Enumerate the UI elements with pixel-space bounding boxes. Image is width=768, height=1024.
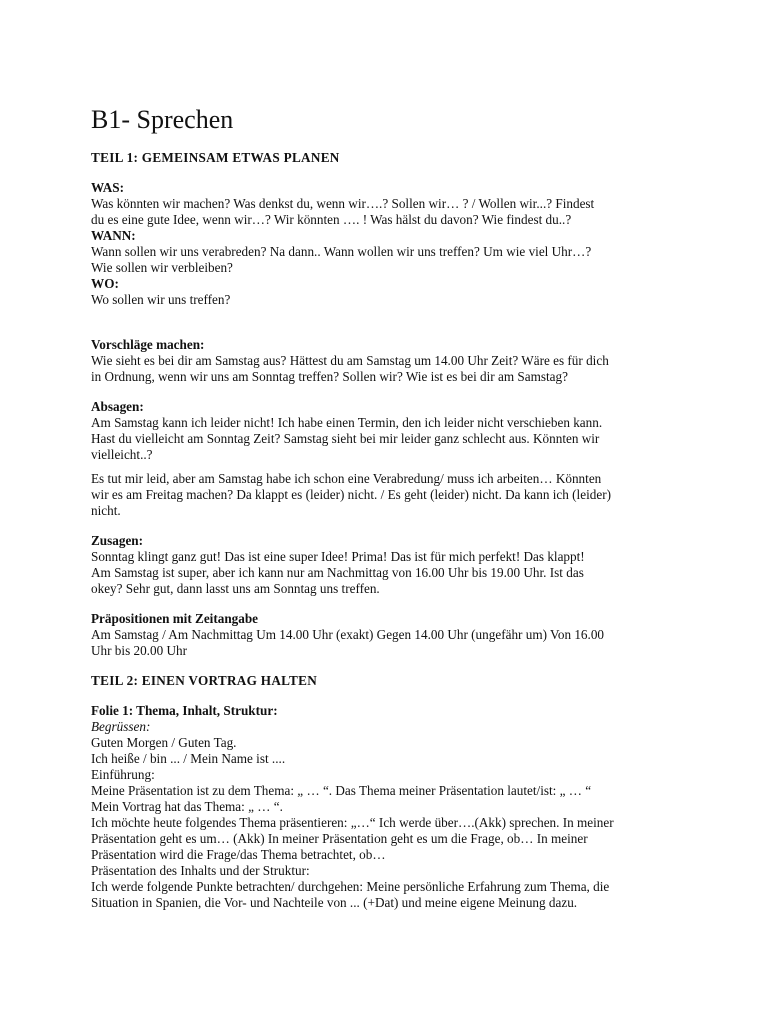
text-line: Präsentation des Inhalts und der Struktur: bbox=[91, 863, 310, 878]
text-line: du es eine gute Idee, wenn wir…? Wir könnten …. ! Was hälst du davon? Wie findest du..? bbox=[91, 212, 572, 227]
praepositionen-label: Präpositionen mit Zeitangabe bbox=[91, 611, 259, 626]
wo-label: WO: bbox=[91, 276, 119, 291]
section-heading-teil2: TEIL 2: EINEN VORTRAG HALTEN bbox=[91, 673, 318, 688]
was-block bbox=[91, 180, 691, 228]
text-line: Ich heiße / bin ... / Mein Name ist .... bbox=[91, 751, 286, 766]
wann-block bbox=[91, 228, 691, 276]
text-line: Einführung: bbox=[91, 767, 155, 782]
text-line: Wo sollen wir uns treffen? bbox=[91, 292, 231, 307]
folie1-block bbox=[91, 703, 691, 911]
vorschlaege-label: Vorschläge machen: bbox=[91, 337, 205, 352]
text-line: Sonntag klingt ganz gut! Das ist eine super Idee! Prima! Das ist für mich perfekt! Das klappt! bbox=[91, 549, 585, 564]
text-line: Am Samstag / Am Nachmittag Um 14.00 Uhr (exakt) Gegen 14.00 Uhr (ungefähr um) Von 16.00 bbox=[91, 627, 605, 642]
folie1-label: Folie 1: Thema, Inhalt, Struktur: bbox=[91, 703, 278, 718]
zusagen-block bbox=[91, 533, 691, 597]
wann-label: WANN: bbox=[91, 228, 136, 243]
text-line: Wie sollen wir verbleiben? bbox=[91, 260, 233, 275]
vorschlaege-block bbox=[91, 337, 691, 385]
document-page bbox=[91, 104, 691, 911]
absagen-block bbox=[91, 399, 691, 519]
zusagen-label: Zusagen: bbox=[91, 533, 144, 548]
text-line: vielleicht..? bbox=[91, 447, 153, 462]
text-line: okey? Sehr gut, dann lasst uns am Sonntag uns treffen. bbox=[91, 581, 380, 596]
text-line: Ich möchte heute folgendes Thema präsentieren: „…“ Ich werde über….(Akk) sprechen. In meiner bbox=[91, 815, 614, 830]
praepositionen-block bbox=[91, 611, 691, 659]
absagen-label: Absagen: bbox=[91, 399, 144, 414]
text-line: Situation in Spanien, die Vor- und Nachteile von ... (+Dat) und meine eigene Meinung dazu. bbox=[91, 895, 578, 910]
text-line: Präsentation geht es um… (Akk) In meiner Präsentation geht es um die Frage, ob… In meiner bbox=[91, 831, 588, 846]
text-line: Wann sollen wir uns verabreden? Na dann.. Wann wollen wir uns treffen? Um wie viel Uhr…? bbox=[91, 244, 592, 259]
wo-block bbox=[91, 276, 691, 308]
text-line: Am Samstag ist super, aber ich kann nur am Nachmittag von 16.00 Uhr bis 19.00 Uhr. Ist das bbox=[91, 565, 584, 580]
text-line: Was könnten wir machen? Was denkst du, wenn wir….? Sollen wir… ? / Wollen wir...? Findest bbox=[91, 196, 595, 211]
text-line: Uhr bis 20.00 Uhr bbox=[91, 643, 187, 658]
text-line: Präsentation wird die Frage/das Thema betrachtet, ob… bbox=[91, 847, 386, 862]
text-line: Am Samstag kann ich leider nicht! Ich habe einen Termin, den ich leider nicht verschieben kann. bbox=[91, 415, 603, 430]
begruessen-label: Begrüssen: bbox=[91, 719, 151, 734]
text-line: Guten Morgen / Guten Tag. bbox=[91, 735, 237, 750]
text-line: Meine Präsentation ist zu dem Thema: „ … “. Das Thema meiner Präsentation lautet/ist: „ … “ bbox=[91, 783, 592, 798]
text-line: Es tut mir leid, aber am Samstag habe ich schon eine Verabredung/ muss ich arbeiten… Könnten bbox=[91, 471, 602, 486]
was-label: WAS: bbox=[91, 180, 124, 195]
text-line: in Ordnung, wenn wir uns am Sonntag treffen? Sollen wir? Wie ist es bei dir am Samstag? bbox=[91, 369, 568, 384]
text-line: Hast du vielleicht am Sonntag Zeit? Samstag sieht bei mir leider ganz schlecht aus. Könnten wir bbox=[91, 431, 600, 446]
text-line: Wie sieht es bei dir am Samstag aus? Hättest du am Samstag um 14.00 Uhr Zeit? Wäre es für dich bbox=[91, 353, 609, 368]
text-line: nicht. bbox=[91, 503, 121, 518]
text-line: Mein Vortrag hat das Thema: „ … “. bbox=[91, 799, 283, 814]
section-heading-teil1: TEIL 1: GEMEINSAM ETWAS PLANEN bbox=[91, 150, 340, 165]
text-line: wir es am Freitag machen? Da klappt es (leider) nicht. / Es geht (leider) nicht. Da kann ich (leider) bbox=[91, 487, 611, 502]
text-line: Ich werde folgende Punkte betrachten/ durchgehen: Meine persönliche Erfahrung zum Thema, die bbox=[91, 879, 610, 894]
page-title: B1- Sprechen bbox=[91, 105, 234, 134]
